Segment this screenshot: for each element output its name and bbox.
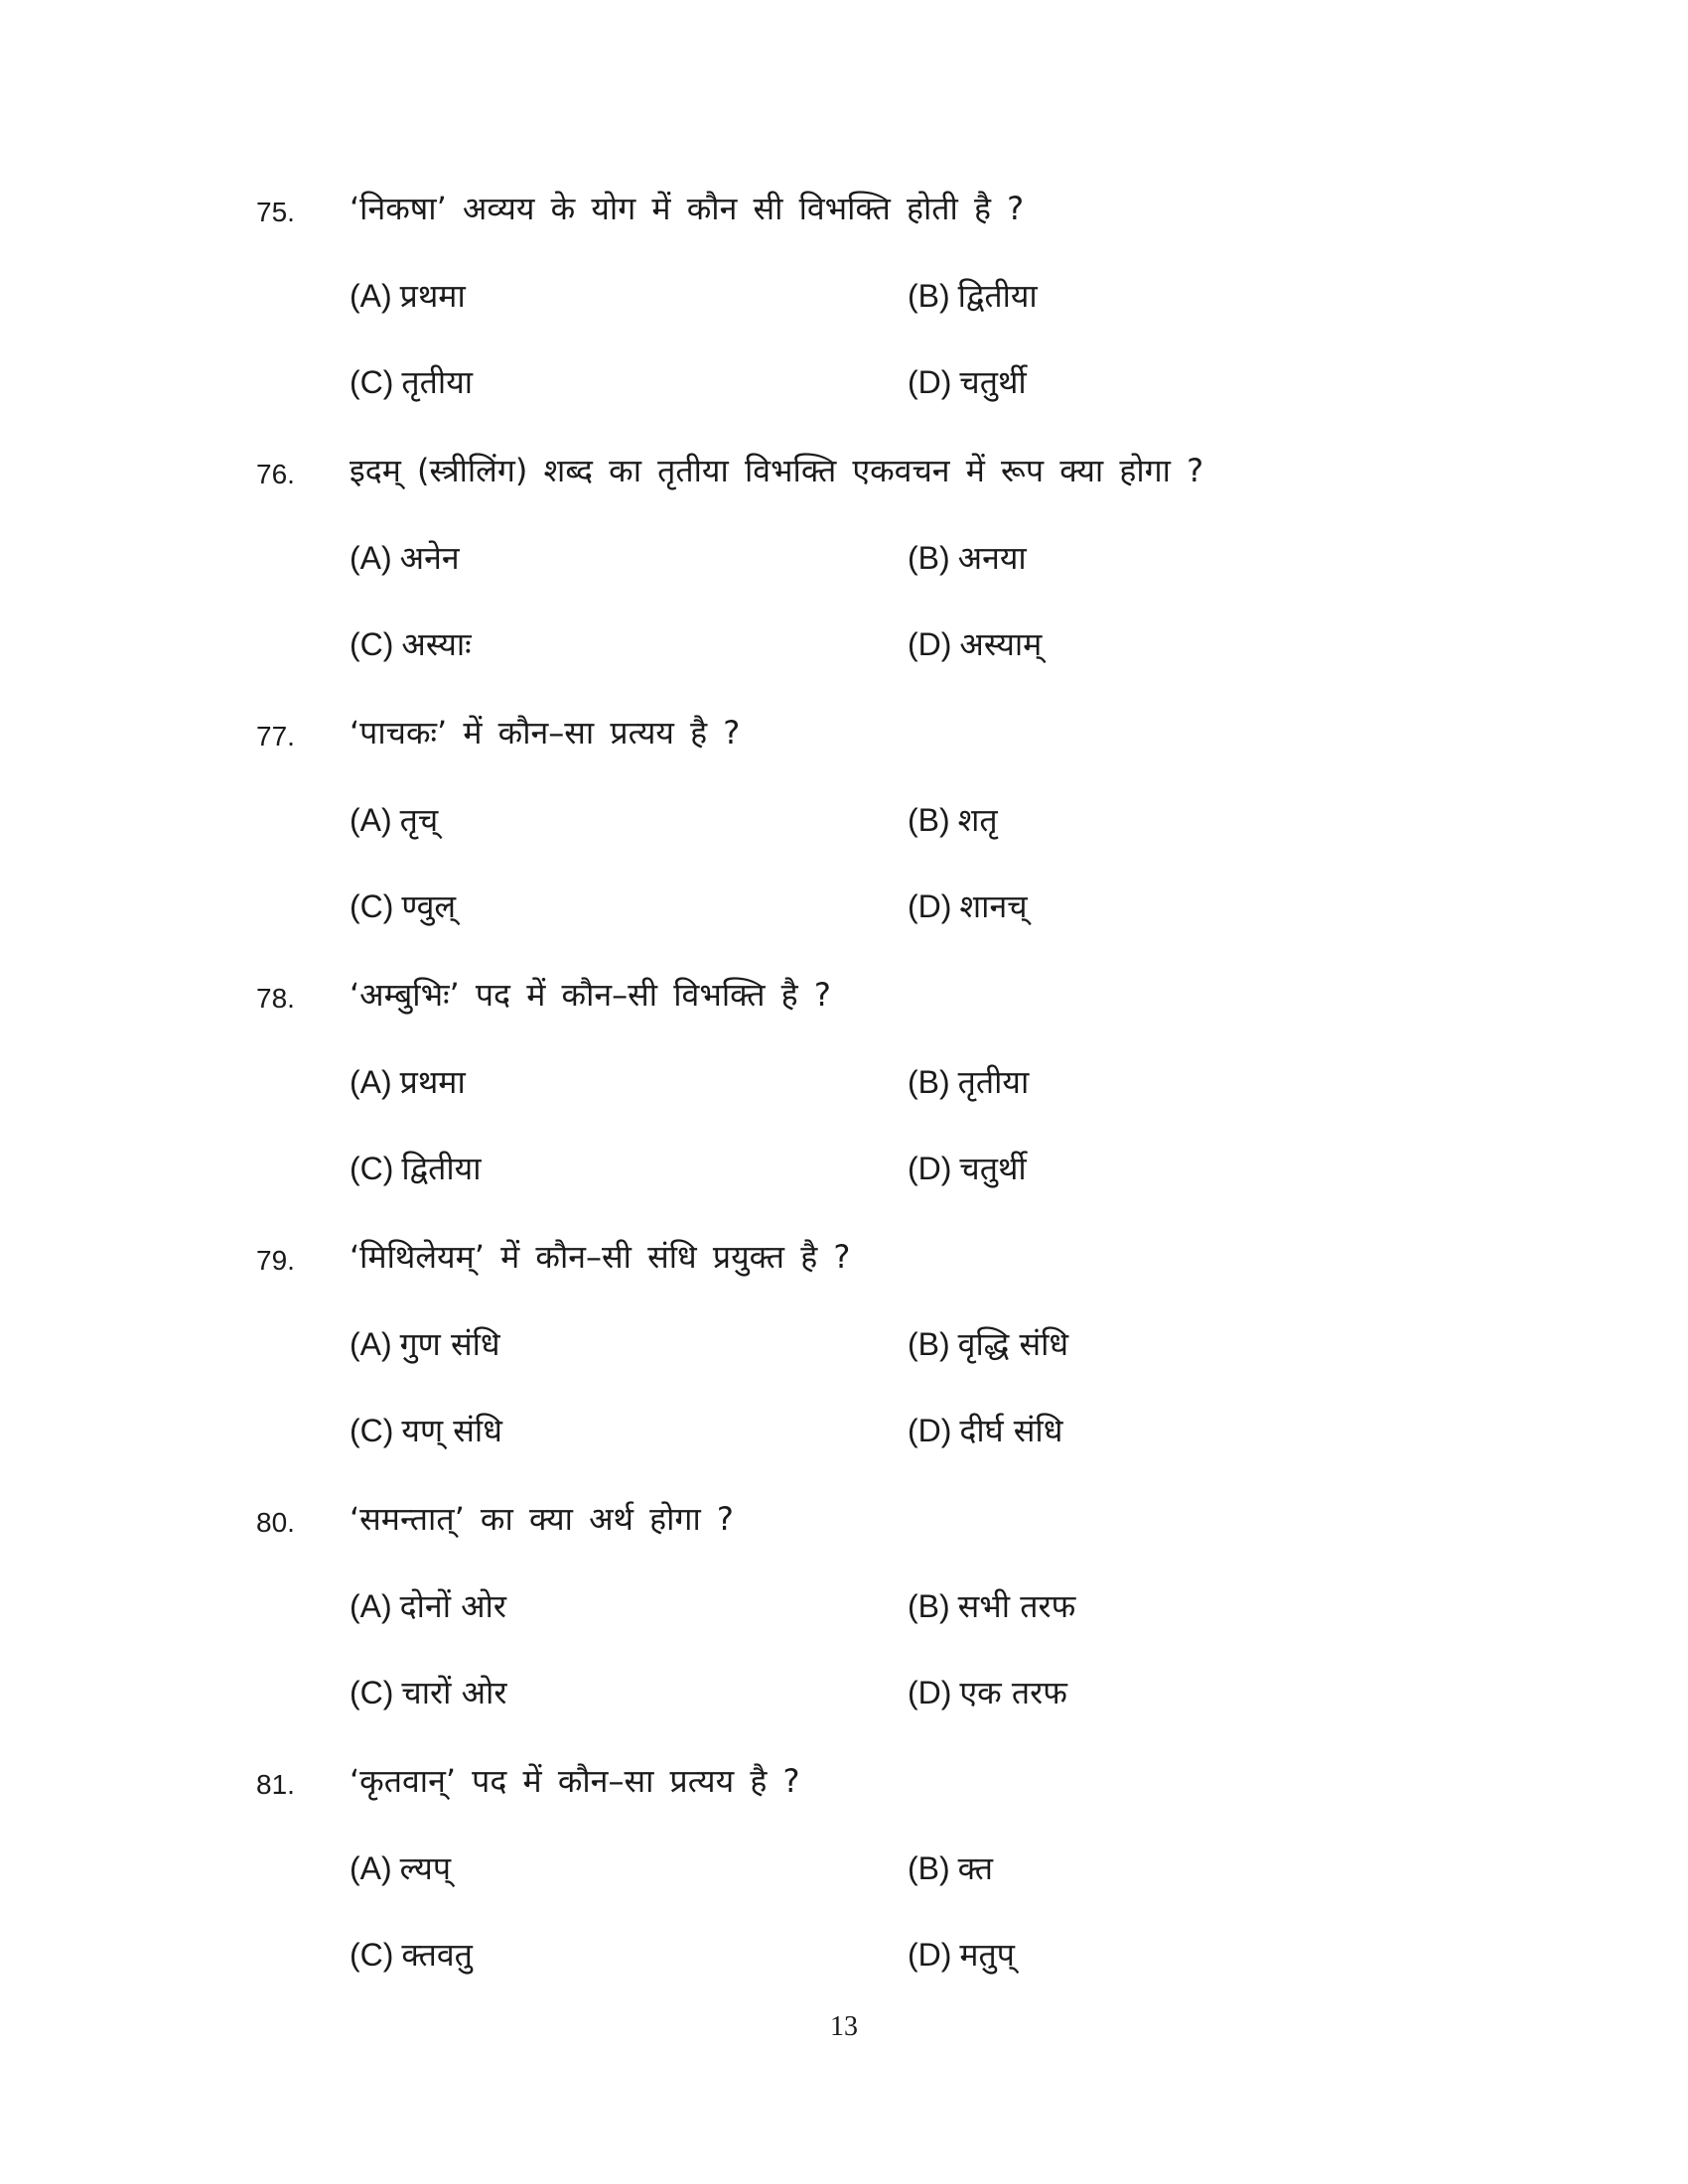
option-text: यण् संधि <box>401 1412 502 1449</box>
question-77 <box>0 705 1688 967</box>
option-label: (D) <box>908 1675 952 1710</box>
option-c <box>350 622 472 666</box>
option-text: तृतीया <box>957 1063 1030 1101</box>
option-text: ण्वुल् <box>401 887 457 925</box>
option-text: एक तरफ <box>959 1674 1067 1711</box>
option-label: (A) <box>350 1850 392 1886</box>
option-d <box>908 1147 1027 1190</box>
option-a <box>350 1846 451 1890</box>
option-text: अस्याम् <box>959 625 1043 663</box>
option-text: प्रथमा <box>399 277 466 315</box>
option-c <box>350 1671 506 1714</box>
option-d <box>908 1671 1067 1714</box>
question-81 <box>0 1753 1688 2015</box>
option-label: (B) <box>908 1064 950 1100</box>
question-row <box>0 1753 1688 1813</box>
option-label: (C) <box>350 1413 394 1448</box>
question-row <box>0 1229 1688 1289</box>
option-d <box>908 360 1027 404</box>
option-label: (A) <box>350 540 392 576</box>
option-text: अनेन <box>399 539 460 577</box>
option-a <box>350 536 460 580</box>
option-text: मतुप् <box>959 1936 1015 1974</box>
option-text: चतुर्थी <box>959 363 1027 401</box>
question-row <box>0 181 1688 240</box>
option-c <box>350 1933 473 1977</box>
option-text: क्तवतु <box>401 1936 473 1974</box>
question-number: 76. <box>256 459 295 489</box>
option-d <box>908 622 1042 666</box>
option-label: (C) <box>350 364 394 400</box>
option-text: क्त <box>957 1849 994 1887</box>
option-label: (B) <box>908 278 950 314</box>
option-label: (B) <box>908 1850 950 1886</box>
option-label: (C) <box>350 1675 394 1710</box>
option-b <box>908 274 1038 318</box>
option-label: (C) <box>350 1151 394 1186</box>
question-number: 75. <box>256 197 295 227</box>
option-label: (A) <box>350 1588 392 1624</box>
option-label: (C) <box>350 1937 394 1973</box>
question-80 <box>0 1491 1688 1753</box>
question-text: ‘समन्तात्’ का क्या अर्थ होगा ? <box>350 1500 734 1538</box>
option-a <box>350 798 438 842</box>
option-label: (C) <box>350 888 394 924</box>
question-row <box>0 967 1688 1026</box>
question-row <box>0 1491 1688 1551</box>
option-text: दीर्घ संधि <box>959 1412 1063 1449</box>
question-number: 78. <box>256 983 295 1014</box>
question-78 <box>0 967 1688 1229</box>
option-label: (D) <box>908 1413 952 1448</box>
option-text: तृतीया <box>401 363 474 401</box>
option-text: अस्याः <box>401 625 472 663</box>
option-label: (A) <box>350 278 392 314</box>
option-b <box>908 536 1027 580</box>
option-label: (D) <box>908 1937 952 1973</box>
option-d <box>908 1409 1062 1452</box>
option-label: (B) <box>908 1588 950 1624</box>
option-d <box>908 885 1028 928</box>
question-text: इदम् (स्त्रीलिंग) शब्द का तृतीया विभक्ति एकवचन में रूप क्या होगा ? <box>350 452 1204 489</box>
option-label: (B) <box>908 802 950 838</box>
question-text: ‘अम्बुभिः’ पद में कौन–सी विभक्ति है ? <box>350 976 831 1014</box>
question-number: 81. <box>256 1769 295 1800</box>
option-text: द्वितीया <box>957 277 1038 315</box>
option-text: अनया <box>957 539 1027 577</box>
option-b <box>908 1060 1029 1104</box>
option-label: (B) <box>908 540 950 576</box>
option-c <box>350 1147 482 1190</box>
option-text: गुण संधि <box>399 1325 500 1363</box>
question-76 <box>0 443 1688 705</box>
question-text: ‘मिथिलेयम्’ में कौन–सी संधि प्रयुक्त है ? <box>350 1238 851 1276</box>
option-label: (D) <box>908 626 952 662</box>
option-b <box>908 1322 1068 1366</box>
question-row <box>0 443 1688 502</box>
question-number: 79. <box>256 1245 295 1276</box>
option-b <box>908 1846 993 1890</box>
option-text: दोनों ओर <box>399 1587 506 1625</box>
option-label: (D) <box>908 364 952 400</box>
option-text: शानच् <box>959 887 1028 925</box>
option-a <box>350 1060 466 1104</box>
option-label: (B) <box>908 1326 950 1362</box>
option-text: शतृ <box>957 801 998 839</box>
option-text: चतुर्थी <box>959 1150 1027 1187</box>
option-text: प्रथमा <box>399 1063 466 1101</box>
option-label: (D) <box>908 888 952 924</box>
option-a <box>350 274 466 318</box>
option-text: ल्यप् <box>399 1849 452 1887</box>
option-a <box>350 1322 500 1366</box>
question-75 <box>0 181 1688 443</box>
question-row <box>0 705 1688 764</box>
option-text: तृच् <box>399 801 439 839</box>
option-text: द्वितीया <box>401 1150 482 1187</box>
question-text: ‘पाचकः’ में कौन–सा प्रत्यय है ? <box>350 714 741 751</box>
option-b <box>908 1584 1075 1628</box>
question-number: 77. <box>256 721 295 751</box>
question-number: 80. <box>256 1507 295 1538</box>
option-c <box>350 885 456 928</box>
option-text: वृद्धि संधि <box>957 1325 1069 1363</box>
option-label: (D) <box>908 1151 952 1186</box>
option-b <box>908 798 998 842</box>
page-number: 13 <box>830 2011 858 2042</box>
option-c <box>350 1409 502 1452</box>
option-label: (A) <box>350 1064 392 1100</box>
question-text: ‘निकषा’ अव्यय के योग में कौन सी विभक्ति होती है ? <box>350 190 1025 227</box>
question-79 <box>0 1229 1688 1491</box>
option-a <box>350 1584 506 1628</box>
option-label: (A) <box>350 1326 392 1362</box>
question-text: ‘कृतवान्’ पद में कौन–सा प्रत्यय है ? <box>350 1762 800 1800</box>
option-label: (C) <box>350 626 394 662</box>
option-text: सभी तरफ <box>957 1587 1076 1625</box>
option-c <box>350 360 473 404</box>
option-d <box>908 1933 1015 1977</box>
option-text: चारों ओर <box>401 1674 507 1711</box>
option-label: (A) <box>350 802 392 838</box>
